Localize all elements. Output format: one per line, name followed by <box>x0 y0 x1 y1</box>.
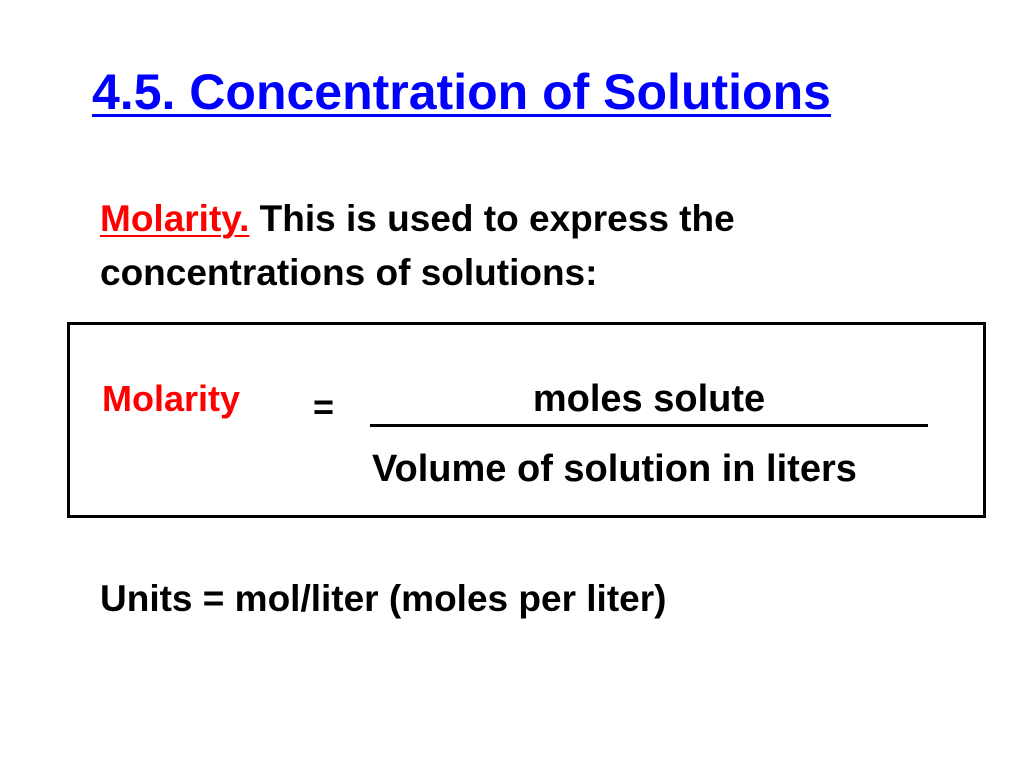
intro-text: This is used to express the concentrations of solutions: <box>100 198 735 293</box>
formula-numerator: moles solute <box>370 375 928 427</box>
formula-equals: = <box>313 386 335 427</box>
formula-denominator: Volume of solution in liters <box>372 448 857 490</box>
intro-paragraph <box>100 192 960 300</box>
formula-lhs: Molarity <box>102 378 241 419</box>
units-line: Units = mol/liter (moles per liter) <box>100 578 667 619</box>
formula-box <box>67 322 986 518</box>
slide-title: 4.5. Concentration of Solutions <box>92 64 831 120</box>
molarity-term: Molarity. <box>100 198 250 239</box>
